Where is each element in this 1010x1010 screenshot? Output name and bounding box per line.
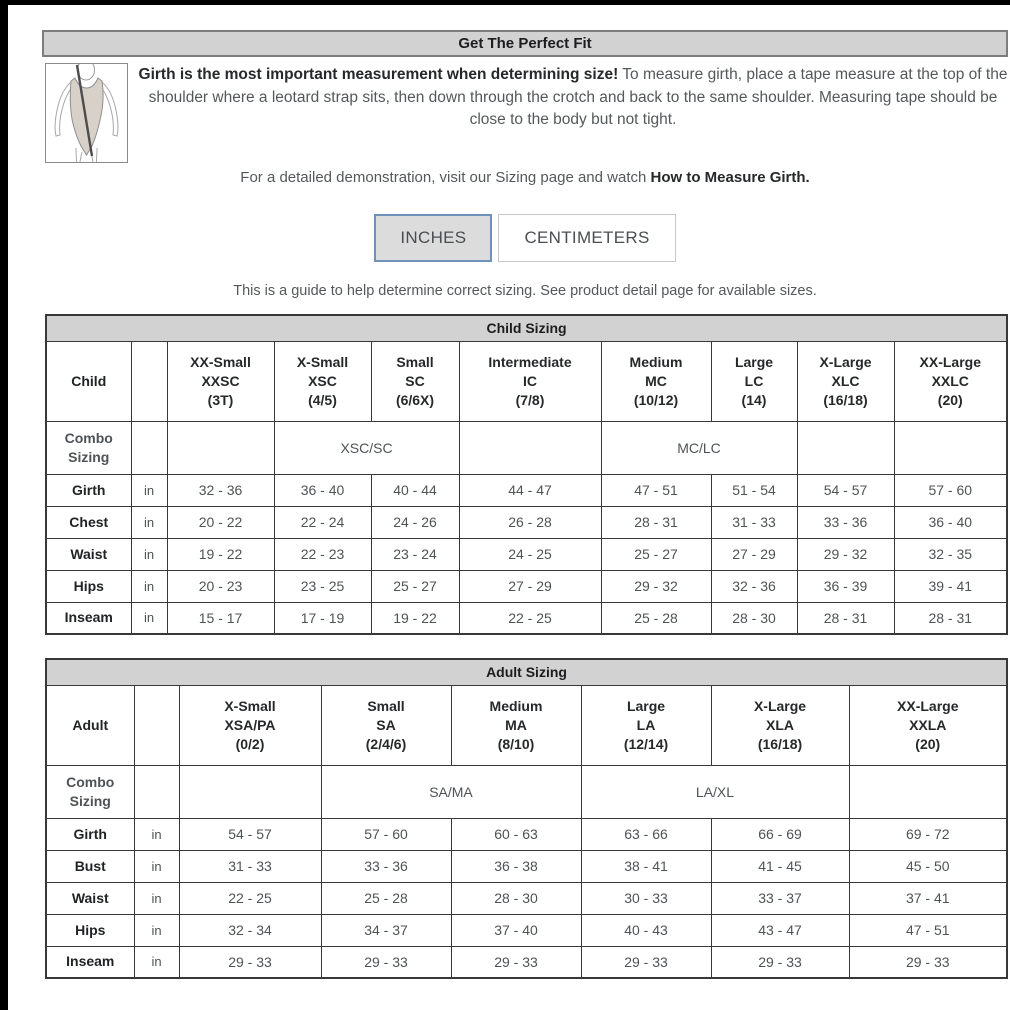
size-header-line: Small bbox=[396, 353, 434, 370]
girth-intro-bold: Girth is the most important measurement when determining size! bbox=[138, 66, 619, 83]
measurement-row-label: Waist bbox=[46, 538, 131, 570]
measurement-value-cell: 44 - 47 bbox=[459, 474, 601, 506]
size-column-header bbox=[894, 341, 1007, 421]
measurement-value-cell: 17 - 19 bbox=[274, 602, 371, 634]
unit-cell: in bbox=[134, 818, 179, 850]
size-column-header bbox=[451, 685, 581, 765]
girth-intro-section bbox=[42, 63, 1008, 163]
size-header-line: Medium bbox=[489, 697, 543, 714]
size-column-header bbox=[274, 341, 371, 421]
size-header-line: XSA/PA bbox=[224, 716, 276, 733]
size-header-line: X-Small bbox=[296, 353, 349, 370]
demo-instruction-text bbox=[42, 169, 1008, 186]
measurement-value-cell: 41 - 45 bbox=[711, 850, 849, 882]
size-header-line: X-Small bbox=[224, 697, 276, 714]
measurement-row bbox=[46, 538, 1007, 570]
measurement-value-cell: 32 - 36 bbox=[167, 474, 274, 506]
measurement-row bbox=[46, 570, 1007, 602]
measurement-value-cell: 57 - 60 bbox=[894, 474, 1007, 506]
measurement-value-cell: 29 - 32 bbox=[797, 538, 894, 570]
measurement-value-cell: 37 - 40 bbox=[451, 914, 581, 946]
combo-sizing-cell: LA/XL bbox=[581, 765, 849, 818]
measurement-value-cell: 22 - 25 bbox=[179, 882, 321, 914]
size-header-line: (0/2) bbox=[235, 735, 265, 752]
combo-sizing-cell bbox=[459, 421, 601, 474]
measurement-value-cell: 47 - 51 bbox=[849, 914, 1007, 946]
size-header-line: MA bbox=[505, 716, 527, 733]
measurement-row-label: Hips bbox=[46, 570, 131, 602]
screenshot-edge-top bbox=[0, 0, 1010, 5]
measurement-value-cell: 30 - 33 bbox=[581, 882, 711, 914]
unit-cell: in bbox=[134, 882, 179, 914]
size-header-line: (7/8) bbox=[515, 391, 545, 408]
measurement-value-cell: 47 - 51 bbox=[601, 474, 711, 506]
measurement-value-cell: 25 - 27 bbox=[601, 538, 711, 570]
perfect-fit-header: Get The Perfect Fit bbox=[42, 30, 1008, 57]
size-header-line: (16/18) bbox=[823, 391, 868, 408]
measurement-value-cell: 24 - 25 bbox=[459, 538, 601, 570]
size-header-line: (6/6X) bbox=[395, 391, 435, 408]
measurement-row-label: Girth bbox=[46, 818, 134, 850]
size-header-line: (12/14) bbox=[623, 735, 669, 752]
screenshot-edge-left bbox=[0, 0, 8, 1010]
size-header-line: XXLA bbox=[909, 716, 947, 733]
measurement-row-label: Waist bbox=[46, 882, 134, 914]
size-header-line: X-Large bbox=[753, 697, 807, 714]
measurement-value-cell: 24 - 26 bbox=[371, 506, 459, 538]
size-header-line: XXSC bbox=[201, 372, 240, 389]
size-header-line: XXLC bbox=[931, 372, 969, 389]
measurement-value-cell: 29 - 33 bbox=[451, 946, 581, 978]
size-header-line: X-Large bbox=[819, 353, 872, 370]
demo-text-regular: For a detailed demonstration, visit our Sizing page and watch bbox=[240, 169, 651, 186]
adult-sizing-table bbox=[45, 658, 1008, 979]
measurement-value-cell: 29 - 33 bbox=[179, 946, 321, 978]
measurement-value-cell: 63 - 66 bbox=[581, 818, 711, 850]
size-header-line: (16/18) bbox=[757, 735, 803, 752]
size-header-line: (14) bbox=[741, 391, 767, 408]
combo-sizing-cell bbox=[167, 421, 274, 474]
measurement-value-cell: 26 - 28 bbox=[459, 506, 601, 538]
combo-sizing-label: Combo Sizing bbox=[46, 421, 131, 474]
size-header-line: SC bbox=[405, 372, 425, 389]
measurement-value-cell: 40 - 43 bbox=[581, 914, 711, 946]
unit-cell: in bbox=[131, 538, 167, 570]
measurement-value-cell: 36 - 39 bbox=[797, 570, 894, 602]
size-column-header bbox=[711, 341, 797, 421]
size-header-line: (10/12) bbox=[633, 391, 679, 408]
measurement-value-cell: 32 - 34 bbox=[179, 914, 321, 946]
measurement-value-cell: 23 - 25 bbox=[274, 570, 371, 602]
measurement-value-cell: 31 - 33 bbox=[179, 850, 321, 882]
combo-sizing-cell bbox=[849, 765, 1007, 818]
measurement-value-cell: 29 - 32 bbox=[601, 570, 711, 602]
measurement-value-cell: 29 - 33 bbox=[711, 946, 849, 978]
size-header-line: (20) bbox=[915, 735, 941, 752]
size-header-line: XLC bbox=[831, 372, 860, 389]
measurement-row-label: Girth bbox=[46, 474, 131, 506]
girth-intro-text bbox=[138, 63, 1008, 163]
measurement-row-label: Chest bbox=[46, 506, 131, 538]
size-header-line: (8/10) bbox=[497, 735, 535, 752]
size-column-header bbox=[581, 685, 711, 765]
leotard-figure-icon bbox=[46, 64, 127, 162]
measurement-value-cell: 29 - 33 bbox=[321, 946, 451, 978]
measurement-value-cell: 25 - 28 bbox=[321, 882, 451, 914]
measurement-row bbox=[46, 602, 1007, 634]
unit-cell: in bbox=[134, 914, 179, 946]
unit-cell: in bbox=[131, 602, 167, 634]
measurement-value-cell: 43 - 47 bbox=[711, 914, 849, 946]
unit-cell: in bbox=[131, 570, 167, 602]
adult-sizing-table-wrap bbox=[42, 658, 1008, 979]
measurement-value-cell: 22 - 24 bbox=[274, 506, 371, 538]
combo-unit-cell bbox=[134, 765, 179, 818]
measurement-value-cell: 29 - 33 bbox=[581, 946, 711, 978]
size-header-line: (2/4/6) bbox=[365, 735, 407, 752]
measurement-value-cell: 22 - 23 bbox=[274, 538, 371, 570]
measurement-row bbox=[46, 946, 1007, 978]
unit-header-cell bbox=[131, 341, 167, 421]
table-corner-label: Child bbox=[46, 341, 131, 421]
table-corner-label: Adult bbox=[46, 685, 134, 765]
combo-sizing-cell: MC/LC bbox=[601, 421, 797, 474]
size-header-line: Large bbox=[626, 697, 666, 714]
size-header-line: Intermediate bbox=[488, 353, 572, 370]
size-column-header bbox=[167, 341, 274, 421]
measurement-value-cell: 32 - 35 bbox=[894, 538, 1007, 570]
size-column-header bbox=[849, 685, 1007, 765]
size-header-line: SA bbox=[376, 716, 396, 733]
size-header-line: LC bbox=[744, 372, 764, 389]
measurement-value-cell: 36 - 40 bbox=[274, 474, 371, 506]
measurement-value-cell: 23 - 24 bbox=[371, 538, 459, 570]
combo-sizing-label: Combo Sizing bbox=[46, 765, 134, 818]
inches-button[interactable]: INCHES bbox=[374, 214, 492, 262]
size-header-line: IC bbox=[523, 372, 537, 389]
measurement-row-label: Hips bbox=[46, 914, 134, 946]
size-header-line: Small bbox=[367, 697, 405, 714]
measurement-value-cell: 69 - 72 bbox=[849, 818, 1007, 850]
measurement-row bbox=[46, 882, 1007, 914]
size-column-header bbox=[321, 685, 451, 765]
size-chart-page bbox=[42, 30, 1008, 979]
demo-text-bold: How to Measure Girth. bbox=[650, 169, 810, 186]
measurement-value-cell: 54 - 57 bbox=[179, 818, 321, 850]
measurement-value-cell: 36 - 38 bbox=[451, 850, 581, 882]
combo-sizing-cell bbox=[797, 421, 894, 474]
measurement-value-cell: 36 - 40 bbox=[894, 506, 1007, 538]
child-sizing-table bbox=[45, 314, 1008, 635]
measurement-value-cell: 25 - 28 bbox=[601, 602, 711, 634]
measurement-value-cell: 45 - 50 bbox=[849, 850, 1007, 882]
centimeters-button[interactable]: CENTIMETERS bbox=[498, 214, 675, 262]
size-column-header bbox=[371, 341, 459, 421]
measurement-row bbox=[46, 474, 1007, 506]
combo-sizing-cell bbox=[894, 421, 1007, 474]
unit-header-cell bbox=[134, 685, 179, 765]
measurement-value-cell: 34 - 37 bbox=[321, 914, 451, 946]
measurement-value-cell: 32 - 36 bbox=[711, 570, 797, 602]
measurement-value-cell: 28 - 31 bbox=[797, 602, 894, 634]
size-header-line: XX-Large bbox=[897, 697, 959, 714]
measurement-value-cell: 31 - 33 bbox=[711, 506, 797, 538]
measurement-row-label: Inseam bbox=[46, 946, 134, 978]
size-column-header bbox=[459, 341, 601, 421]
measurement-row bbox=[46, 506, 1007, 538]
measurement-value-cell: 20 - 23 bbox=[167, 570, 274, 602]
measurement-value-cell: 60 - 63 bbox=[451, 818, 581, 850]
measurement-value-cell: 33 - 36 bbox=[797, 506, 894, 538]
measurement-row bbox=[46, 914, 1007, 946]
measurement-value-cell: 22 - 25 bbox=[459, 602, 601, 634]
size-header-line: LA bbox=[636, 716, 656, 733]
table-title: Adult Sizing bbox=[46, 659, 1007, 685]
measurement-value-cell: 54 - 57 bbox=[797, 474, 894, 506]
measurement-value-cell: 40 - 44 bbox=[371, 474, 459, 506]
unit-cell: in bbox=[131, 474, 167, 506]
measurement-value-cell: 57 - 60 bbox=[321, 818, 451, 850]
measurement-value-cell: 28 - 30 bbox=[711, 602, 797, 634]
measurement-value-cell: 33 - 37 bbox=[711, 882, 849, 914]
girth-intro-regular: To measure girth, place a tape measure at the top of the shoulder where a leotard strap sits, then down through the crotch and back to the same shoulder. Measuring tape should be close to the body but not tight. bbox=[148, 66, 1008, 128]
combo-sizing-cell bbox=[179, 765, 321, 818]
child-sizing-table-wrap bbox=[42, 314, 1008, 635]
measurement-value-cell: 20 - 22 bbox=[167, 506, 274, 538]
measurement-value-cell: 28 - 31 bbox=[894, 602, 1007, 634]
size-column-header bbox=[601, 341, 711, 421]
measurement-value-cell: 29 - 33 bbox=[849, 946, 1007, 978]
measurement-row bbox=[46, 850, 1007, 882]
size-header-line: (4/5) bbox=[308, 391, 337, 408]
unit-cell: in bbox=[134, 850, 179, 882]
size-column-header bbox=[711, 685, 849, 765]
combo-sizing-cell: SA/MA bbox=[321, 765, 581, 818]
size-header-line: Medium bbox=[629, 353, 683, 370]
measurement-value-cell: 19 - 22 bbox=[167, 538, 274, 570]
size-header-line: MC bbox=[645, 372, 667, 389]
measurement-value-cell: 27 - 29 bbox=[711, 538, 797, 570]
unit-cell: in bbox=[134, 946, 179, 978]
size-header-line: Large bbox=[734, 353, 774, 370]
table-title: Child Sizing bbox=[46, 315, 1007, 341]
measurement-value-cell: 39 - 41 bbox=[894, 570, 1007, 602]
measurement-value-cell: 33 - 36 bbox=[321, 850, 451, 882]
unit-toggle bbox=[42, 214, 1008, 262]
size-header-line: XLA bbox=[766, 716, 794, 733]
leotard-image bbox=[45, 63, 128, 163]
measurement-value-cell: 27 - 29 bbox=[459, 570, 601, 602]
measurement-value-cell: 25 - 27 bbox=[371, 570, 459, 602]
size-header-line: (20) bbox=[937, 391, 963, 408]
sizing-guide-note: This is a guide to help determine correct sizing. See product detail page for available sizes. bbox=[233, 283, 817, 299]
measurement-value-cell: 28 - 30 bbox=[451, 882, 581, 914]
measurement-value-cell: 51 - 54 bbox=[711, 474, 797, 506]
measurement-value-cell: 15 - 17 bbox=[167, 602, 274, 634]
measurement-value-cell: 66 - 69 bbox=[711, 818, 849, 850]
measurement-row-label: Inseam bbox=[46, 602, 131, 634]
size-header-line: XX-Large bbox=[919, 353, 981, 370]
measurement-value-cell: 38 - 41 bbox=[581, 850, 711, 882]
measurement-row-label: Bust bbox=[46, 850, 134, 882]
combo-unit-cell bbox=[131, 421, 167, 474]
measurement-value-cell: 19 - 22 bbox=[371, 602, 459, 634]
measurement-row bbox=[46, 818, 1007, 850]
measurement-value-cell: 28 - 31 bbox=[601, 506, 711, 538]
combo-sizing-cell: XSC/SC bbox=[274, 421, 459, 474]
size-header-line: (3T) bbox=[207, 391, 234, 408]
measurement-value-cell: 37 - 41 bbox=[849, 882, 1007, 914]
size-header-line: XSC bbox=[308, 372, 337, 389]
size-header-line: XX-Small bbox=[190, 353, 251, 370]
size-column-header bbox=[179, 685, 321, 765]
unit-cell: in bbox=[131, 506, 167, 538]
size-column-header bbox=[797, 341, 894, 421]
